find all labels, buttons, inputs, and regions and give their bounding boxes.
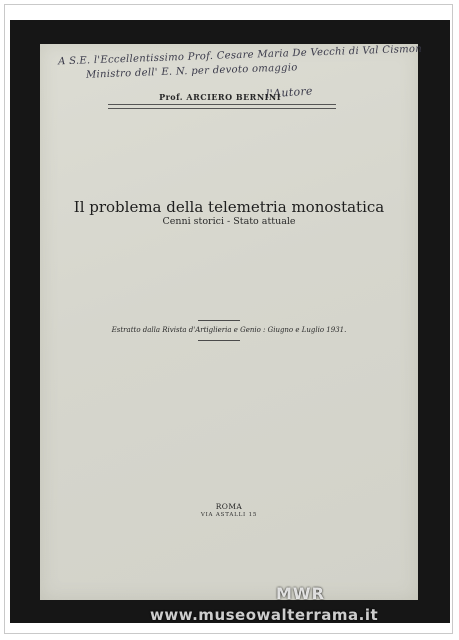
imprint-city: ROMA — [215, 502, 243, 511]
author-name: Prof. ARCIERO BERNINI — [159, 92, 281, 102]
document-title: Il problema della telemetria monostatica — [73, 198, 385, 216]
short-rule-bottom — [198, 340, 240, 341]
watermark-url: www.museowalterrama.it — [150, 606, 379, 624]
document-cover — [40, 43, 423, 600]
document-subtitle: Cenni storici - Stato attuale — [162, 216, 296, 227]
extract-note: Estratto dalla Rivista d'Artiglieria e Genio : Giugno e Luglio 1931. — [111, 326, 347, 334]
imprint-street: VIA ASTALLI 15 — [200, 512, 258, 518]
watermark-logo: MWR — [276, 584, 325, 603]
short-rule-top — [198, 320, 240, 321]
handwritten-dedication-line1: A S.E. l'Eccellentissimo Prof. Cesare Maria De Vecchi di Val Cismon — [57, 43, 423, 68]
double-rule-divider — [108, 104, 336, 109]
handwritten-dedication-line2: Ministro dell' E. N. per devoto omaggio — [85, 62, 298, 81]
handwritten-signature: l'Autore — [265, 84, 314, 101]
